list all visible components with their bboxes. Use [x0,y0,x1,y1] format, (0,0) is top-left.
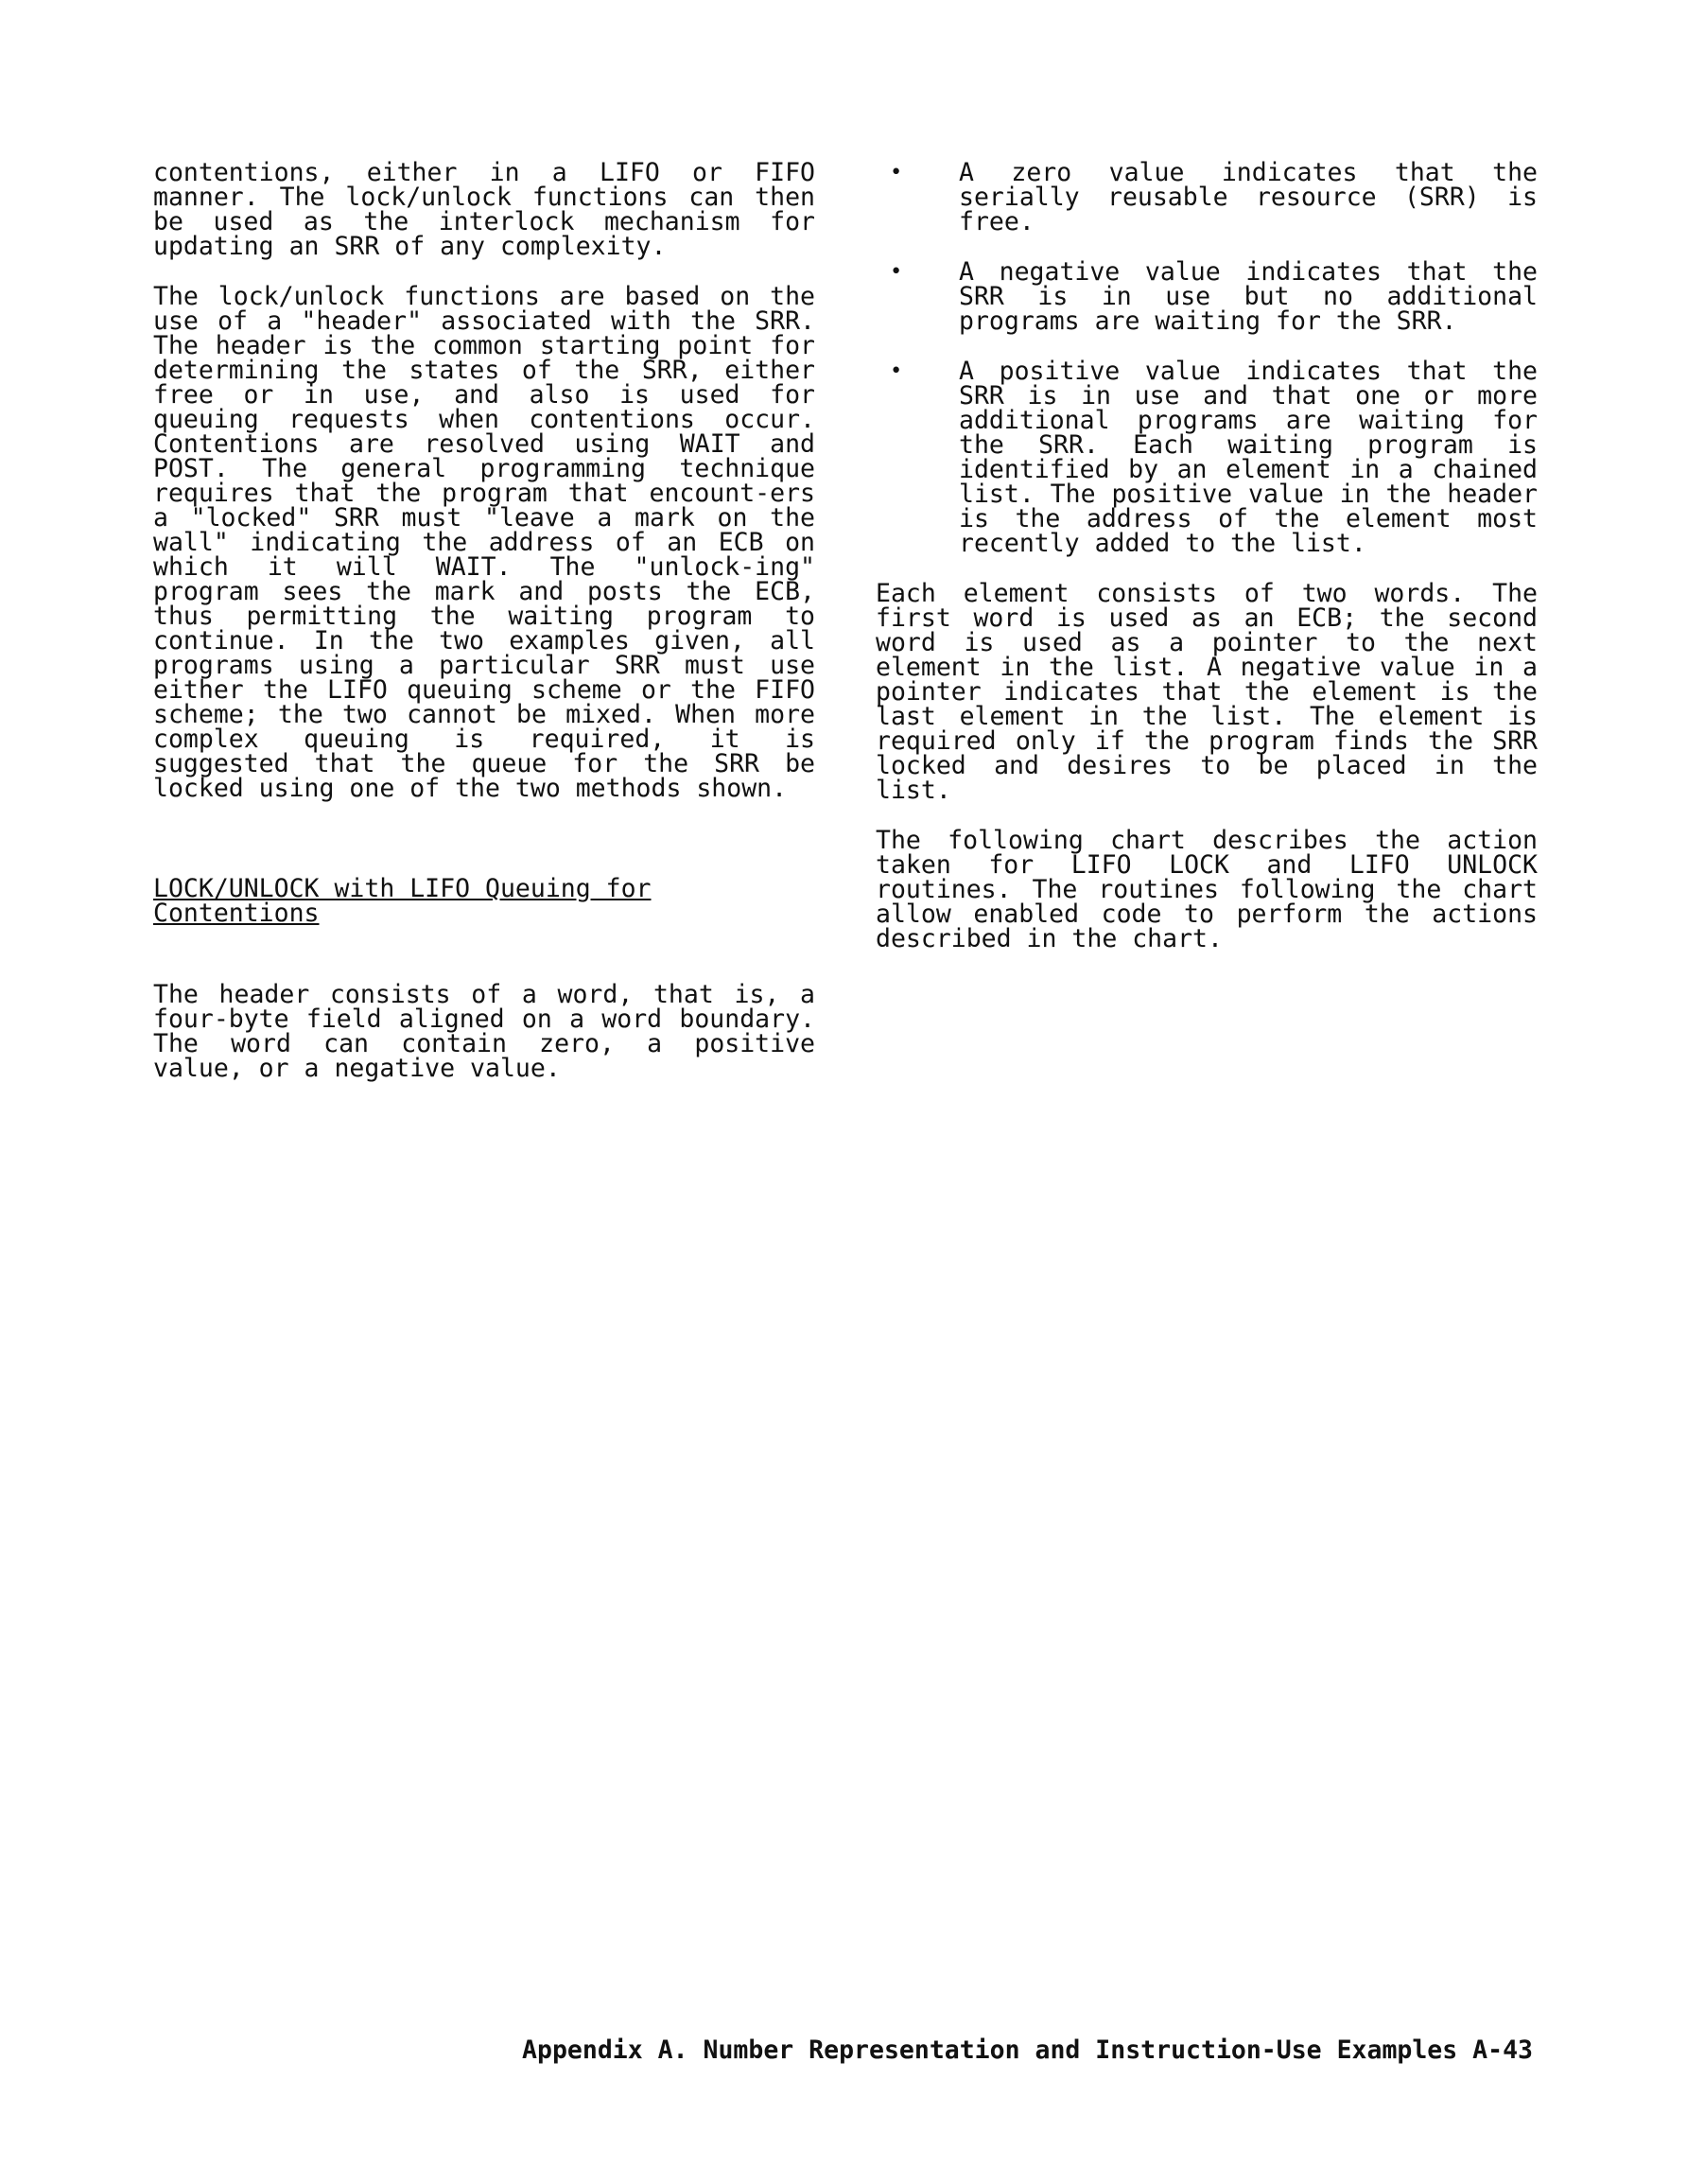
page-footer: Appendix A. Number Representation and Instruction-Use Examples A-43 [522,2035,1533,2065]
right-column [876,158,1538,977]
bullet-icon: • [890,359,903,383]
left-column [153,158,815,1107]
paragraph-chart-intro: The following chart describes the action taken for LIFO LOCK and LIFO UNLOCK routines. The routines following the chart allow enabled code to perform the actions described in the chart. [876,826,1538,953]
paragraph-element-words: Each element consists of two words. The first word is used as an ECB; the second word is used as a pointer to the next element in the list. A negative value in a pointer indicates that the element is the last element in the list. The element is required only if the program finds the SRR locked and desires to be placed in the list. [876,579,1538,805]
section-heading: LOCK/UNLOCK with LIFO Queuing for Contentions [153,874,652,928]
bullet-text: A negative value indicates that the SRR is in use but no additional programs are waiting for the SRR. [959,257,1538,336]
paragraph-contentions: contentions, either in a LIFO or FIFO manner. The lock/unlock functions can then be used as the interlock mechanism for updating an SRR of any complexity. [153,158,815,261]
bullet-negative-value [876,257,1538,336]
bullet-text: A zero value indicates that the serially reusable resource (SRR) is free. [959,158,1538,236]
bullet-zero-value [876,158,1538,236]
paragraph-lock-unlock-header: The lock/unlock functions are based on the use of a "header" associated with the SRR. The header is the common starting point for determining the states of the SRR, either free or in use, and also is used for queuing requests when contentions occur. Contentions are resolved using WAIT and POST. The general programming technique requires that the program that encount-ers a "locked" SRR must "leave a mark on the wall" indicating the address of an ECB on which it will WAIT. The "unlock-ing" program sees the mark and posts the ECB, thus permitting the waiting program to continue. In the two examples given, all programs using a particular SRR must use either the LIFO queuing scheme or the FIFO scheme; the two cannot be mixed. When more complex queuing is required, it is suggested that the queue for the SRR be locked using one of the two methods shown. [153,282,815,803]
value-bullet-list [876,158,1538,558]
paragraph-header-word: The header consists of a word, that is, a four-byte field aligned on a word boundary. The word can contain zero, a positive value, or a negative value. [153,980,815,1083]
bullet-icon: • [890,260,903,284]
bullet-positive-value [876,359,1538,556]
bullet-icon: • [890,161,903,184]
bullet-text: A positive value indicates that the SRR is in use and that one or more additional programs are waiting for the SRR. Each waiting program is identified by an element in a chained list. The positive value in the header is the address of the element most recently added to the list. [959,357,1538,558]
